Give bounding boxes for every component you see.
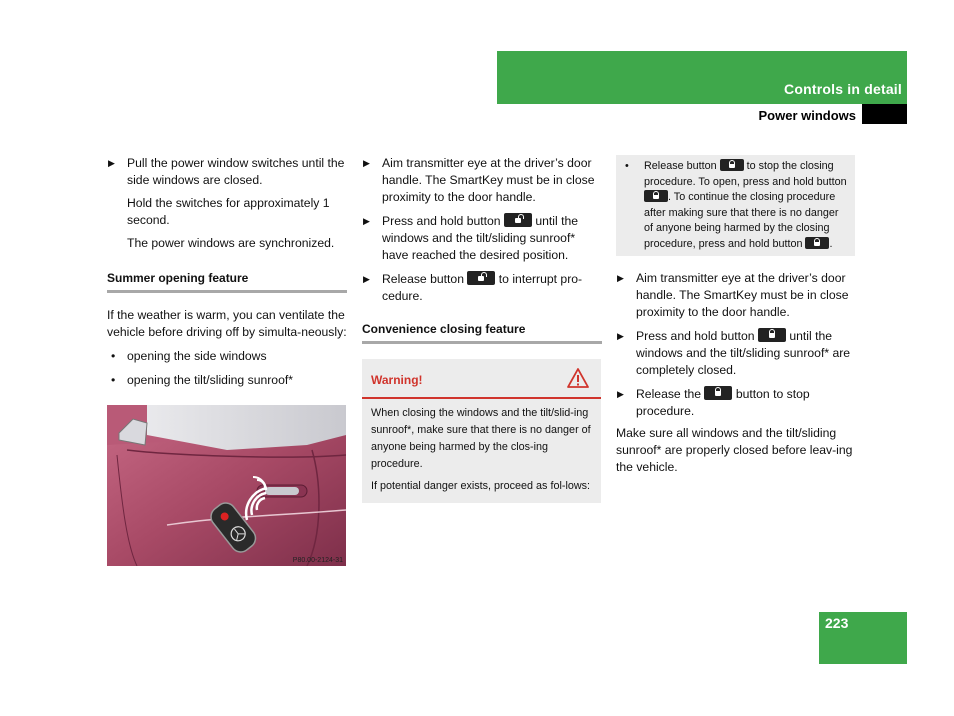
lock-button-icon (720, 159, 744, 171)
page-number: 223 (825, 615, 849, 631)
car-door-smartkey-illustration (107, 405, 346, 566)
column-2 (362, 155, 602, 503)
lock-button-icon (704, 386, 732, 400)
instruction-step: ▶ Pull the power window switches until the side windows are closed. (108, 156, 345, 187)
list-item: • opening the tilt/sliding sunroof* (111, 373, 293, 387)
warning-text: When closing the windows and the tilt/slid-ing sunroof*, make sure that there is no danger of anyone being harmed by the clos-ing procedure. (371, 407, 591, 470)
warning-text: If potential danger exists, proceed as fol-lows: (371, 480, 591, 492)
arrow-bullet-icon: ▶ (108, 158, 115, 168)
car-door-image (107, 405, 346, 566)
list-item: • opening the side windows (111, 349, 267, 363)
unlock-button-icon (467, 271, 495, 285)
summer-intro: If the weather is warm, you can ventilate the vehicle before driving off by simulta-neously: (107, 308, 347, 339)
lock-button-icon (805, 237, 829, 249)
procedure-note-box: • Release button to stop the closing procedure. To open, press and hold button . To continue the closing procedure after making sure that there is no danger of anyone being harmed by the closing procedure, press and hold button . (616, 155, 855, 256)
lock-button-icon (758, 328, 786, 342)
step-note: Hold the switches for approximately 1 second. (127, 196, 330, 227)
section-heading-summer: Summer opening feature (107, 270, 347, 293)
arrow-bullet-icon: ▶ (617, 389, 624, 399)
arrow-bullet-icon: ▶ (617, 273, 624, 283)
header-tab-marker (862, 104, 907, 124)
warning-triangle-icon (567, 368, 589, 388)
section-title: Controls in detail (784, 81, 902, 97)
instruction-step: ▶ Release button to interrupt pro-cedure. (363, 272, 583, 303)
warning-box (362, 359, 601, 503)
figure-code: P80.00-2124-31 (292, 557, 343, 564)
instruction-step: ▶ Release the button to stop procedure. (617, 387, 810, 418)
step-note: The power windows are synchronized. (127, 236, 335, 250)
arrow-bullet-icon: ▶ (363, 274, 370, 284)
instruction-step: ▶ Press and hold button until the windows and the tilt/sliding sunroof* have reached the desired position. (363, 214, 579, 262)
arrow-bullet-icon: ▶ (363, 216, 370, 226)
instruction-step: ▶ Press and hold button until the windows and the tilt/sliding sunroof* are completely closed. (617, 329, 851, 377)
closing-paragraph: Make sure all windows and the tilt/sliding sunroof* are properly closed before leav-ing the vehicle. (616, 426, 853, 474)
arrow-bullet-icon: ▶ (363, 158, 370, 168)
unlock-button-icon (504, 213, 532, 227)
column-1 (107, 155, 347, 389)
subsection-title: Power windows (758, 108, 856, 123)
column-3 (616, 155, 856, 476)
instruction-step: ▶ Aim transmitter eye at the driver’s door handle. The SmartKey must be in close proximity to the door handle. (617, 271, 849, 319)
arrow-bullet-icon: ▶ (617, 331, 624, 341)
warning-title: Warning! (371, 373, 423, 387)
instruction-step: ▶ Aim transmitter eye at the driver’s door handle. The SmartKey must be in close proximity to the door handle. (363, 156, 595, 204)
section-heading-convenience: Convenience closing feature (362, 321, 602, 344)
unlock-button-icon (644, 190, 668, 202)
